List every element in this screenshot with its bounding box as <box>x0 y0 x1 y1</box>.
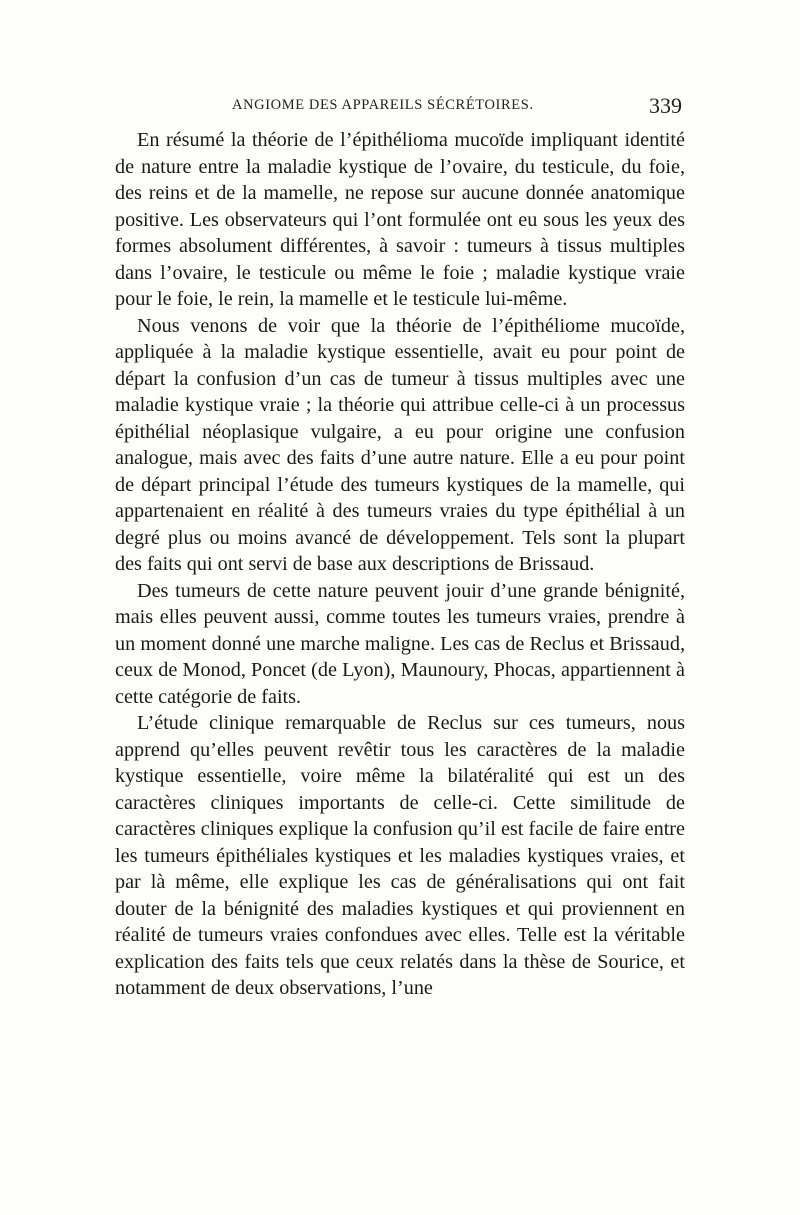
body-text <box>115 127 685 1002</box>
paragraph: Des tumeurs de cette nature peuvent jouir d’une grande bénignité, mais elles peuvent aussi, comme toutes les tumeurs vraies, prendre à un moment donné une marche maligne. Les cas de Reclus et Brissaud, ceux de Monod, Poncet (de Lyon), Maunoury, Phocas, appartiennent à cette catégorie de faits. <box>115 579 685 708</box>
paragraph: En résumé la théorie de l’épithélioma mucoïde impliquant identité de nature entre la maladie kystique de l’ovaire, du testicule, du foie, des reins et de la mamelle, ne repose sur aucune donnée anatomique positive. Les observateurs qui l’ont formulée ont eu sous les yeux des formes absolument différentes, à savoir : tumeurs à tissus multiples dans l’ovaire, le testicule ou même le foie ; maladie kystique vraie pour le foie, le rein, la mamelle et le testicule lui-même. <box>115 129 685 310</box>
paragraph: L’étude clinique remarquable de Reclus sur ces tumeurs, nous apprend qu’elles peuvent revêtir tous les caractères de la maladie kystique essentielle, voire même la bilatéralité qui est un des caractères cliniques importants de celle-ci. Cette similitude de caractères cliniques explique la confusion qu’il est facile de faire entre les tumeurs épithéliales kystiques et les maladies kystiques vraies, et par là même, elle explique les cas de généralisations qui ont fait douter de la bénignité des maladies kystiques et qui proviennent en réalité de tumeurs vraies confondues avec elles. Telle est la véritable explication des faits tels que ceux relatés dans la thèse de Sourice, et notamment de deux observations, l’une <box>115 712 685 999</box>
page-number: 339 <box>649 93 682 118</box>
paragraph: Nous venons de voir que la théorie de l’épithéliome mucoïde, appliquée à la maladie kystique essentielle, avait eu pour point de départ la confusion d’un cas de tumeur à tissus multiples avec une maladie kystique vraie ; la théorie qui attribue celle-ci à un processus épithélial néoplasique vulgaire, a eu pour origine une confusion analogue, mais avec des faits d’une autre nature. Elle a eu pour point de départ principal l’étude des tumeurs kystiques de la mamelle, qui appartenaient en réalité à des tumeurs vraies du type épithélial à un degré plus ou moins avancé de développement. Tels sont la plupart des faits qui ont servi de base aux descriptions de Brissaud. <box>115 314 685 575</box>
running-head <box>100 93 682 123</box>
running-title: ANGIOME DES APPAREILS SÉCRÉTOIRES. <box>232 97 534 113</box>
